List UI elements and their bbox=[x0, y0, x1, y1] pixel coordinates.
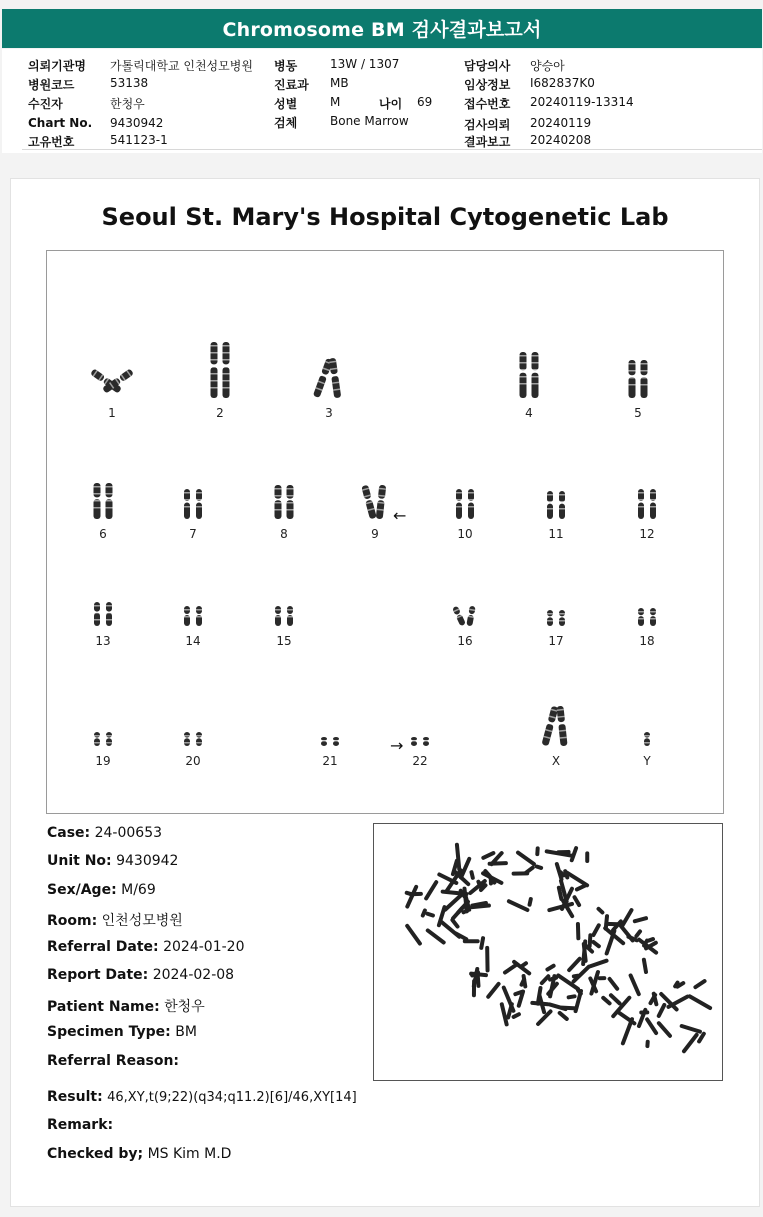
chromosome-pair-graphic bbox=[198, 338, 242, 402]
patient-name-value: 한청우 bbox=[164, 999, 205, 1015]
metaphase-chromosome bbox=[596, 906, 606, 915]
metaphase-chromosome bbox=[598, 976, 607, 980]
metaphase-chromosome bbox=[479, 936, 485, 950]
metaphase-chromosome bbox=[488, 861, 508, 866]
chromosome-label-x: X bbox=[551, 754, 561, 768]
info-label-patient: 수진자 bbox=[28, 97, 63, 111]
chromosome-label-13: 13 bbox=[95, 634, 111, 648]
metaphase-chromosome bbox=[645, 1040, 650, 1049]
chromosome-pair-16 bbox=[435, 602, 495, 648]
report-date-value: 2024-02-08 bbox=[152, 967, 235, 983]
chromosome-pair-graphic bbox=[90, 360, 134, 402]
chromosome-pair-graphic bbox=[534, 487, 578, 523]
metaphase-chromosome bbox=[545, 963, 557, 972]
chromosome-pair-graphic bbox=[171, 602, 215, 630]
referral-reason-row bbox=[47, 1053, 179, 1069]
metaphase-chromosome bbox=[425, 928, 447, 946]
metaphase-chromosome bbox=[489, 875, 493, 885]
chromosome-label-12: 12 bbox=[639, 527, 655, 541]
info-label-receipt-no: 접수번호 bbox=[464, 97, 511, 111]
chromosome-pair-14 bbox=[163, 602, 223, 648]
karyogram bbox=[46, 250, 724, 814]
chromosome-label-19: 19 bbox=[95, 754, 111, 768]
chromosome-pair-1 bbox=[82, 360, 142, 420]
chromosome-pair-graphic bbox=[81, 728, 125, 750]
metaphase-chromosome bbox=[639, 1010, 649, 1014]
metaphase-chromosome bbox=[506, 899, 530, 913]
chromosome-label-5: 5 bbox=[634, 406, 642, 420]
chromosome-pair-10 bbox=[435, 485, 495, 541]
metaphase-chromosome bbox=[607, 976, 620, 991]
chromosome-pair-graphic bbox=[534, 702, 578, 750]
metaphase-chromosome bbox=[425, 911, 435, 918]
metaphase-chromosome bbox=[644, 1017, 658, 1036]
metaphase-chromosome bbox=[616, 1009, 638, 1026]
chromosome-pair-6 bbox=[73, 479, 133, 541]
chromosome-pair-graphic bbox=[308, 733, 352, 750]
patient-info-panel bbox=[2, 49, 762, 153]
sex-age-value: M/69 bbox=[121, 882, 156, 898]
checked-by-row bbox=[47, 1146, 231, 1162]
chromosome-pair-graphic bbox=[353, 481, 397, 523]
chromosome-pair-graphic bbox=[171, 485, 215, 523]
chromosome-pair-13 bbox=[73, 598, 133, 648]
chromosome-pair-graphic bbox=[262, 602, 306, 630]
unit-no-label: Unit No: bbox=[47, 853, 112, 869]
chromosome-pair-3 bbox=[299, 354, 359, 420]
info-label-hospital-code: 병원코드 bbox=[28, 78, 75, 92]
checked-by-label: Checked by; bbox=[47, 1146, 144, 1162]
report-title: Chromosome BM 검사결과보고서 bbox=[222, 19, 542, 41]
chromosome-label-7: 7 bbox=[189, 527, 197, 541]
lab-title: Seoul St. Mary's Hospital Cytogenetic Lab bbox=[101, 203, 669, 231]
metaphase-chromosome bbox=[404, 923, 422, 946]
metaphase-chromosome bbox=[591, 923, 602, 938]
info-label-physician: 담당의사 bbox=[464, 59, 511, 73]
report-date-label: Report Date: bbox=[47, 967, 149, 983]
chromosome-label-10: 10 bbox=[457, 527, 473, 541]
chromosome-pair-graphic bbox=[307, 354, 351, 402]
metaphase-chromosome bbox=[423, 879, 439, 901]
info-label-clinical-info: 임상정보 bbox=[464, 78, 511, 92]
chromosome-pair-graphic bbox=[81, 479, 125, 523]
info-label-institution: 의뢰기관명 bbox=[28, 59, 86, 73]
chromosome-pair-17 bbox=[526, 606, 586, 648]
chromosome-pair-graphic bbox=[262, 481, 306, 523]
info-label-department: 진료과 bbox=[274, 78, 309, 92]
case-row bbox=[47, 825, 162, 841]
info-label-chart-no: Chart No. bbox=[28, 116, 93, 130]
chromosome-pair-21 bbox=[300, 733, 360, 768]
chromosome-pair-20 bbox=[163, 728, 223, 768]
info-value-patient: 한청우 bbox=[110, 97, 145, 111]
chromosome-label-17: 17 bbox=[548, 634, 564, 648]
info-value-ward: 13W / 1307 bbox=[330, 57, 400, 71]
chromosome-pair-18 bbox=[617, 604, 677, 648]
info-value-department: MB bbox=[330, 76, 349, 90]
karyotype-report-card bbox=[10, 178, 760, 1207]
result-value: 46,XY,t(9;22)(q34;q11.2)[6]/46,XY[14] bbox=[107, 1090, 357, 1105]
info-label-specimen: 검체 bbox=[274, 116, 298, 130]
chromosome-pair-graphic bbox=[81, 598, 125, 630]
patient-name-row bbox=[47, 996, 205, 1016]
info-value-sex: M bbox=[330, 95, 341, 109]
chromosome-label-3: 3 bbox=[325, 406, 333, 420]
metaphase-chromosome bbox=[572, 895, 582, 908]
chromosome-pair-19 bbox=[73, 728, 133, 768]
chromosome-pair-15 bbox=[254, 602, 314, 648]
info-divider bbox=[22, 149, 762, 150]
sex-age-row bbox=[47, 882, 156, 898]
chromosome-pair-graphic bbox=[534, 606, 578, 630]
metaphase-chromosome bbox=[523, 865, 536, 876]
chromosome-label-18: 18 bbox=[639, 634, 655, 648]
metaphase-spread bbox=[374, 824, 722, 1080]
chromosome-pair-7 bbox=[163, 485, 223, 541]
chromosome-pair-x bbox=[526, 702, 586, 768]
info-value-unique-no: 541123-1 bbox=[110, 133, 168, 147]
metaphase-chromosome bbox=[534, 864, 543, 870]
info-value-physician: 양승아 bbox=[530, 59, 565, 73]
result-row bbox=[47, 1089, 357, 1105]
chromosome-label-4: 4 bbox=[525, 406, 533, 420]
chromosome-pair-graphic bbox=[616, 356, 660, 402]
chromosome-label-16: 16 bbox=[457, 634, 473, 648]
unit-no-row bbox=[47, 853, 178, 869]
chromosome-pair-4 bbox=[499, 348, 559, 420]
referral-date-value: 2024-01-20 bbox=[163, 939, 245, 955]
metaphase-chromosome bbox=[588, 958, 609, 969]
chromosome-pair-graphic bbox=[507, 348, 551, 402]
metaphase-chromosome bbox=[634, 929, 643, 939]
metaphase-chromosome bbox=[485, 946, 489, 973]
info-value-age: 69 bbox=[417, 95, 433, 109]
specimen-type-label: Specimen Type: bbox=[47, 1024, 171, 1040]
metaphase-chromosome bbox=[527, 897, 533, 907]
patient-name-label: Patient Name: bbox=[47, 999, 160, 1015]
chromosome-label-6: 6 bbox=[99, 527, 107, 541]
info-label-request-date: 검사의뢰 bbox=[464, 118, 511, 132]
metaphase-chromosome bbox=[576, 922, 581, 940]
chromosome-label-22: 22 bbox=[412, 754, 428, 768]
info-value-request-date: 20240119 bbox=[530, 116, 592, 130]
translocation-arrow-9: ← bbox=[393, 506, 407, 525]
metaphase-chromosome bbox=[656, 1020, 673, 1038]
chromosome-pair-11 bbox=[526, 487, 586, 541]
chromosome-label-2: 2 bbox=[216, 406, 224, 420]
info-value-chart-no: 9430942 bbox=[110, 116, 164, 130]
referral-date-label: Referral Date: bbox=[47, 939, 159, 955]
metaphase-chromosome bbox=[511, 1012, 522, 1020]
specimen-type-row bbox=[47, 1024, 197, 1040]
chromosome-pair-12 bbox=[617, 485, 677, 541]
chromosome-label-11: 11 bbox=[548, 527, 564, 541]
metaphase-chromosome bbox=[591, 939, 602, 949]
chromosome-pair-5 bbox=[608, 356, 668, 420]
info-label-report-date: 결과보고 bbox=[464, 135, 511, 149]
case-value: 24-00653 bbox=[94, 825, 163, 841]
remark-label: Remark: bbox=[47, 1117, 114, 1133]
chromosome-label-14: 14 bbox=[185, 634, 201, 648]
metaphase-chromosome bbox=[619, 907, 634, 929]
metaphase-chromosome bbox=[566, 956, 582, 973]
case-label: Case: bbox=[47, 825, 91, 841]
metaphase-chromosome bbox=[566, 994, 577, 1000]
info-label-ward: 병동 bbox=[274, 59, 298, 73]
chromosome-label-1: 1 bbox=[108, 406, 116, 420]
info-label-sex: 성별 bbox=[274, 97, 298, 111]
info-value-institution: 가톨릭대학교 인천성모병원 bbox=[110, 59, 253, 73]
metaphase-chromosome bbox=[693, 978, 708, 990]
metaphase-chromosome bbox=[585, 851, 589, 863]
checked-by-value: MS Kim M.D bbox=[147, 1146, 232, 1162]
info-value-receipt-no: 20240119-13314 bbox=[530, 95, 634, 109]
metaphase-chromosome bbox=[642, 957, 649, 974]
metaphase-chromosome bbox=[515, 850, 536, 867]
chromosome-pair-2 bbox=[190, 338, 250, 420]
chromosome-pair-graphic bbox=[625, 728, 669, 750]
room-label: Room: bbox=[47, 913, 98, 929]
metaphase-chromosome bbox=[679, 1024, 702, 1035]
chromosome-pair-graphic bbox=[443, 602, 487, 630]
info-value-hospital-code: 53138 bbox=[110, 76, 149, 90]
metaphase-chromosome bbox=[405, 884, 419, 909]
chromosome-pair-8 bbox=[254, 481, 314, 541]
chromosome-label-15: 15 bbox=[276, 634, 292, 648]
info-value-clinical-info: I682837K0 bbox=[530, 76, 595, 90]
room-row bbox=[47, 910, 183, 930]
chromosome-label-21: 21 bbox=[322, 754, 338, 768]
metaphase-chromosome bbox=[681, 1032, 699, 1054]
sex-age-label: Sex/Age: bbox=[47, 882, 117, 898]
chromosome-pair-graphic bbox=[443, 485, 487, 523]
specimen-type-value: BM bbox=[175, 1024, 197, 1040]
chromosome-pair-graphic bbox=[625, 485, 669, 523]
room-value: 인천성모병원 bbox=[101, 913, 183, 929]
report-date-row bbox=[47, 967, 234, 983]
chromosome-label-9: 9 bbox=[371, 527, 379, 541]
metaphase-image bbox=[373, 823, 723, 1081]
info-label-unique-no: 고유번호 bbox=[28, 135, 75, 149]
result-label: Result: bbox=[47, 1089, 103, 1105]
metaphase-chromosome bbox=[485, 981, 501, 1000]
metaphase-chromosome bbox=[535, 846, 540, 856]
report-title-banner bbox=[2, 9, 762, 48]
metaphase-chromosome bbox=[687, 994, 713, 1011]
info-value-specimen: Bone Marrow bbox=[330, 114, 409, 128]
metaphase-chromosome bbox=[632, 916, 648, 924]
metaphase-chromosome bbox=[469, 870, 475, 880]
chromosome-pair-graphic bbox=[398, 733, 442, 750]
info-label-age: 나이 bbox=[379, 97, 403, 111]
metaphase-chromosome bbox=[557, 1010, 570, 1022]
chromosome-label-20: 20 bbox=[185, 754, 201, 768]
chromosome-label-y: Y bbox=[643, 754, 651, 768]
metaphase-chromosome bbox=[628, 973, 641, 997]
unit-no-value: 9430942 bbox=[116, 853, 179, 869]
referral-date-row bbox=[47, 939, 244, 955]
referral-reason-label: Referral Reason: bbox=[47, 1053, 180, 1069]
chromosome-label-8: 8 bbox=[280, 527, 288, 541]
chromosome-pair-graphic bbox=[171, 728, 215, 750]
chromosome-pair-graphic bbox=[625, 604, 669, 630]
chromosome-pair-y bbox=[617, 728, 677, 768]
translocation-arrow-22: → bbox=[390, 736, 404, 755]
info-value-report-date: 20240208 bbox=[530, 133, 592, 147]
remark-row bbox=[47, 1117, 113, 1133]
